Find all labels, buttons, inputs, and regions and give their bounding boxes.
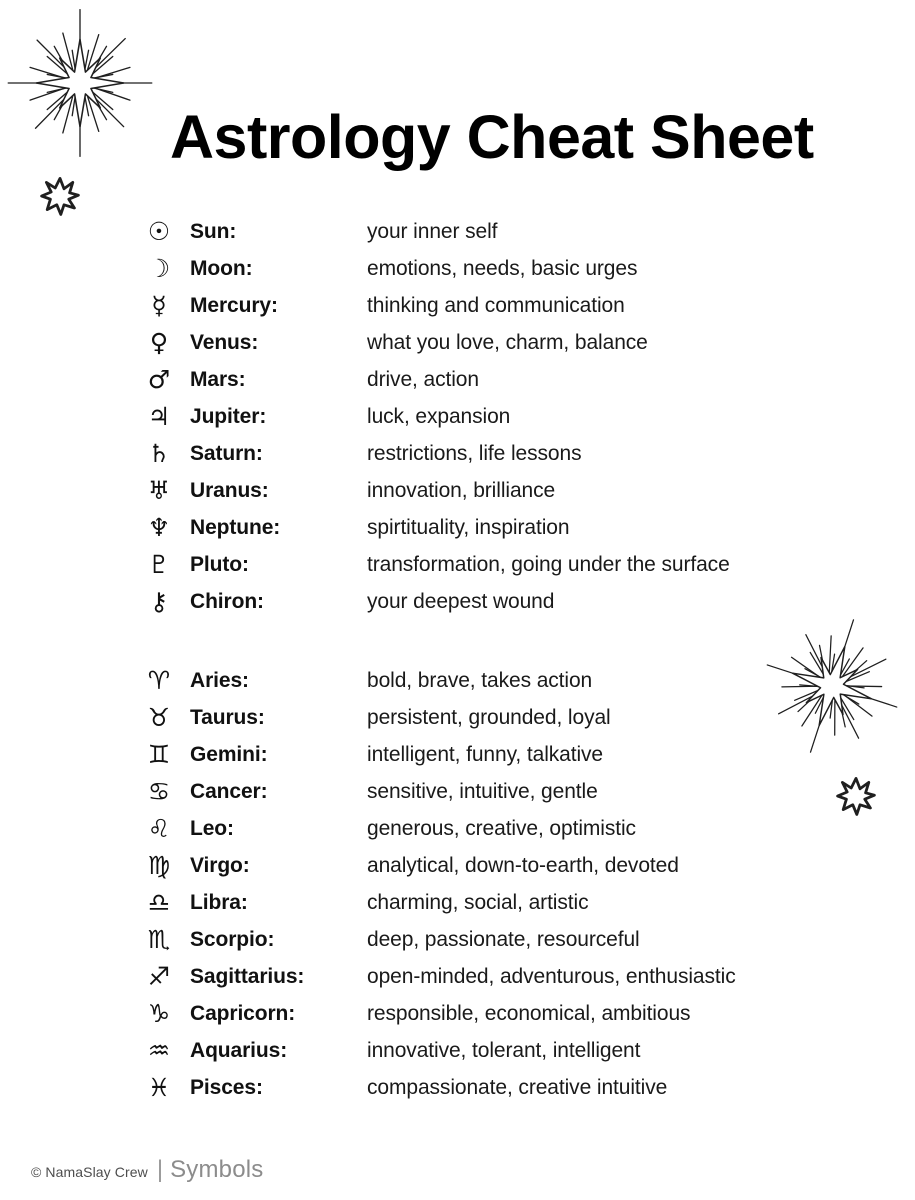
sign-row-description: persistent, grounded, loyal: [367, 706, 611, 729]
planet-row-description: spirtituality, inspiration: [367, 516, 570, 539]
sign-row-description: charming, social, artistic: [367, 891, 589, 914]
planet-row: [0, 324, 915, 361]
planet-row-description: thinking and communication: [367, 294, 625, 317]
planet-row-label: Uranus:: [190, 479, 269, 502]
sign-row: [0, 699, 915, 736]
planet-row: [0, 213, 915, 250]
sign-row: [0, 884, 915, 921]
planet-row: [0, 472, 915, 509]
planet-row-label: Neptune:: [190, 516, 281, 539]
planets-list: [0, 213, 915, 620]
sign-row-description: innovative, tolerant, intelligent: [367, 1039, 641, 1062]
planet-row-description: luck, expansion: [367, 405, 511, 428]
sign-row-label: Virgo:: [190, 854, 250, 877]
footer-separator: |: [156, 1156, 164, 1183]
sign-row-description: bold, brave, takes action: [367, 669, 593, 692]
capricorn-symbol: ♑: [147, 999, 171, 1028]
pluto-symbol: ♇: [147, 550, 171, 579]
planet-row: [0, 287, 915, 324]
footer-section-label: Symbols: [170, 1156, 264, 1183]
sign-row-label: Gemini:: [190, 743, 268, 766]
planet-row-description: your deepest wound: [367, 590, 555, 613]
sign-row-description: intelligent, funny, talkative: [367, 743, 604, 766]
zodiac-signs-list: [0, 662, 915, 1106]
planet-row-description: restrictions, life lessons: [367, 442, 582, 465]
sign-row-label: Scorpio:: [190, 928, 275, 951]
footer-credit: © NamaSlay Crew: [31, 1164, 148, 1180]
gemini-symbol: ♊: [147, 740, 171, 769]
chiron-symbol: ⚷: [149, 587, 169, 616]
starburst-large-top-left-icon: [2, 5, 158, 161]
sign-row-description: sensitive, intuitive, gentle: [367, 780, 598, 803]
virgo-symbol: ♍: [147, 851, 171, 880]
sagittarius-symbol: ♐: [147, 962, 171, 991]
planet-row: [0, 583, 915, 620]
sign-row-label: Aries:: [190, 669, 249, 692]
saturn-symbol: ♄: [147, 439, 171, 468]
mars-symbol: ♂: [147, 365, 171, 394]
sign-row: [0, 736, 915, 773]
taurus-symbol: ♉: [147, 703, 171, 732]
sign-row: [0, 847, 915, 884]
sign-row-description: deep, passionate, resourceful: [367, 928, 640, 951]
sign-row: [0, 810, 915, 847]
moon-symbol: ☽: [147, 254, 171, 283]
uranus-symbol: ♅: [147, 476, 171, 505]
planet-row-description: your inner self: [367, 220, 498, 243]
planet-row-label: Jupiter:: [190, 405, 267, 428]
sun-symbol: ☉: [147, 217, 171, 246]
planet-row: [0, 361, 915, 398]
pisces-symbol: ♓: [147, 1073, 171, 1102]
sign-row-label: Leo:: [190, 817, 234, 840]
sign-row: [0, 1069, 915, 1106]
venus-symbol: ♀: [149, 328, 169, 357]
sign-row-description: open-minded, adventurous, enthusiastic: [367, 965, 736, 988]
sign-row-description: generous, creative, optimistic: [367, 817, 636, 840]
sign-row-label: Taurus:: [190, 706, 265, 729]
sign-row-description: responsible, economical, ambitious: [367, 1002, 691, 1025]
sign-row: [0, 921, 915, 958]
planet-row-description: what you love, charm, balance: [367, 331, 648, 354]
planet-row: [0, 509, 915, 546]
leo-symbol: ♌: [147, 814, 171, 843]
planet-row-label: Mercury:: [190, 294, 278, 317]
planet-row: [0, 435, 915, 472]
planet-row-label: Mars:: [190, 368, 246, 391]
sign-row-label: Sagittarius:: [190, 965, 305, 988]
planet-row-description: transformation, going under the surface: [367, 553, 730, 576]
planet-row-description: drive, action: [367, 368, 479, 391]
planet-row-label: Sun:: [190, 220, 237, 243]
planet-row: [0, 546, 915, 583]
aries-symbol: ♈: [147, 666, 171, 695]
sign-row-label: Aquarius:: [190, 1039, 288, 1062]
planet-row-label: Moon:: [190, 257, 253, 280]
planet-row-label: Chiron:: [190, 590, 264, 613]
jupiter-symbol: ♃: [147, 402, 171, 431]
mercury-symbol: ☿: [151, 291, 167, 320]
sign-row: [0, 773, 915, 810]
page-title: Astrology Cheat Sheet: [170, 102, 814, 171]
cancer-symbol: ♋: [147, 777, 171, 806]
sign-row-label: Capricorn:: [190, 1002, 296, 1025]
sign-row-description: analytical, down-to-earth, devoted: [367, 854, 679, 877]
sign-row: [0, 958, 915, 995]
sign-row-description: compassionate, creative intuitive: [367, 1076, 668, 1099]
libra-symbol: ♎: [147, 888, 171, 917]
mini-star-top-left-icon: [40, 176, 80, 216]
planet-row-description: emotions, needs, basic urges: [367, 257, 638, 280]
planet-row-label: Venus:: [190, 331, 259, 354]
sign-row-label: Pisces:: [190, 1076, 263, 1099]
scorpio-symbol: ♏: [147, 925, 171, 954]
sign-row-label: Cancer:: [190, 780, 268, 803]
footer: [31, 1156, 264, 1184]
neptune-symbol: ♆: [147, 513, 171, 542]
sign-row: [0, 1032, 915, 1069]
planet-row: [0, 398, 915, 435]
planet-row-label: Saturn:: [190, 442, 263, 465]
sign-row: [0, 995, 915, 1032]
planet-row: [0, 250, 915, 287]
aquarius-symbol: ♒: [147, 1036, 171, 1065]
planet-row-label: Pluto:: [190, 553, 249, 576]
sign-row-label: Libra:: [190, 891, 248, 914]
sign-row: [0, 662, 915, 699]
planet-row-description: innovation, brilliance: [367, 479, 556, 502]
